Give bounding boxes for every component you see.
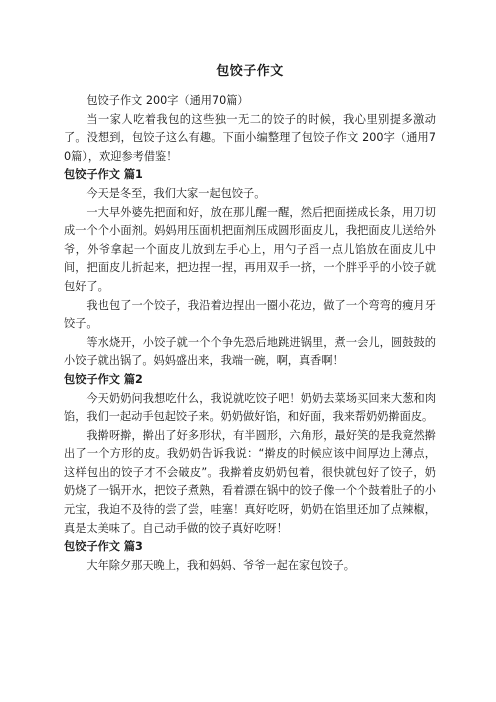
section-1-paragraph: 今天是冬至，我们大家一起包饺子。 <box>86 186 266 200</box>
section-1-paragraph: 等水烧开，小饺子就一个个争先恐后地跳进锅里，煮一会儿，圆鼓鼓的小饺子就出锅了。妈妈盛出来，我端一碗，啊，真香啊！ <box>64 335 436 368</box>
document-title: 包饺子作文 <box>216 64 284 79</box>
section-1-paragraph: 一大早外婆先把面和好，放在那儿醒一醒，然后把面搓成长条，用刀切成一个个小面剂。妈妈用压面机把面剂压成圆形面皮儿，我把面皮儿送给外爷，外爷拿起一个面皮儿放到左手心上，用勺子舀一点儿馅放在面皮儿中间，把面皮儿折起来，把边捏一捏，再用双手一挤，一个胖乎乎的小饺子就包好了。 <box>64 205 436 293</box>
section-heading-3: 包饺子作文 篇3 <box>64 540 143 554</box>
intro-subtitle: 包饺子作文 200字（通用70篇） <box>86 94 249 107</box>
section-1-paragraph: 我也包了一个饺子，我沿着边捏出一圈小花边，做了一个弯弯的瘦月牙饺子。 <box>64 298 436 331</box>
section-heading-2: 包饺子作文 篇2 <box>64 372 143 386</box>
intro-paragraph: 当一家人吃着我包的这些独一无二的饺子的时候，我心里别提多激动了。没想到，包饺子这么有趣。下面小编整理了包饺子作文 200字（通用70篇），欢迎参考借鉴！ <box>64 112 436 163</box>
section-2-paragraph: 我擀呀擀，擀出了好多形状，有半圆形，六角形，最好笑的是我竟然擀出了一个方形的皮。我奶奶告诉我说：“擀皮的时候应该中间厚边上薄点，这样包出的饺子才不会破皮”。我擀着皮奶奶包着，很快就包好了饺子，奶奶烧了一锅开水，把饺子煮熟，看着漂在锅中的饺子像一个个鼓着肚子的小元宝，我迫不及待的尝了尝，哇塞！真好吃呀，奶奶在馅里还加了点辣椒，真是太美味了。自己动手做的饺子真好吃呀！ <box>64 428 436 535</box>
section-2-paragraph: 今天奶奶问我想吃什么，我说就吃饺子吧！奶奶去菜场买回来大葱和肉馅，我们一起动手包起饺子来。奶奶做好馅，和好面，我来帮奶奶擀面皮。 <box>64 391 436 424</box>
document-page <box>64 62 436 575</box>
section-3-paragraph: 大年除夕那天晚上，我和妈妈、爷爷一起在家包饺子。 <box>86 558 355 572</box>
section-heading-1: 包饺子作文 篇1 <box>64 168 143 182</box>
